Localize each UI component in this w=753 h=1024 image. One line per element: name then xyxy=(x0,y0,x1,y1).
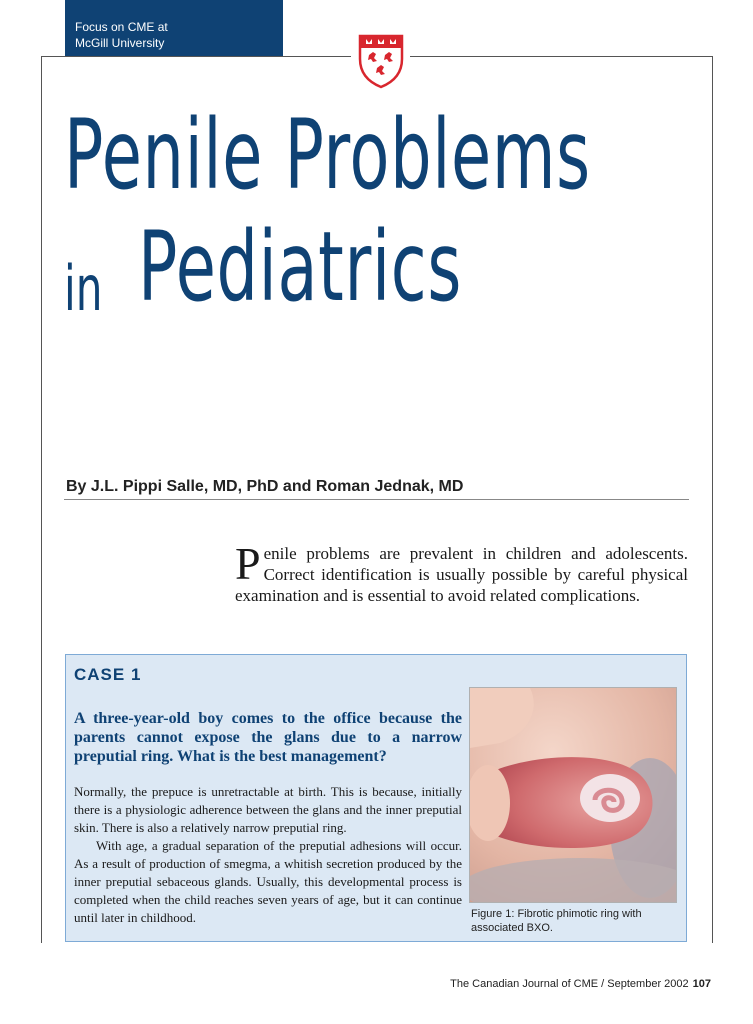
article-title-line-2 xyxy=(64,212,615,344)
intro-paragraph xyxy=(235,538,688,606)
case-title: CASE 1 xyxy=(74,665,142,684)
frame-rule-top-right xyxy=(410,56,713,57)
article-title-in: in xyxy=(64,252,103,325)
figure-caption: Figure 1: Fibrotic phimotic ring with associated BXO. xyxy=(471,908,642,934)
article-title-line-1: Penile Problems xyxy=(64,99,591,211)
frame-rule-left xyxy=(41,56,42,943)
clinical-photo xyxy=(470,688,676,902)
journal-info: The Canadian Journal of CME / September 2002 xyxy=(450,978,689,990)
case-body xyxy=(74,783,462,927)
series-tab xyxy=(65,0,283,56)
series-line-2: McGill University xyxy=(75,36,165,50)
frame-rule-top-left xyxy=(41,56,351,57)
case-box xyxy=(65,654,687,942)
byline: By J.L. Pippi Salle, MD, PhD and Roman Jednak, MD xyxy=(66,478,464,495)
page-number: 107 xyxy=(692,978,711,990)
case-paragraph-1: Normally, the prepuce is unretractable at birth. This is because, initially there is a physiologic adherence between the glans and the inner preputial skin. There is also a relatively narrow preputial ring. xyxy=(74,784,462,835)
intro-text: enile problems are prevalent in children and adolescents. Correct identification is usually possible by careful physical examination and is essential to avoid related complications. xyxy=(235,544,688,605)
case-question: A three-year-old boy comes to the office because the parents cannot expose the glans due to a narrow preputial ring. What is the best management? xyxy=(74,710,462,765)
mcgill-crest-icon xyxy=(357,33,405,89)
byline-rule xyxy=(64,499,689,500)
article-title-pediatrics: Pediatrics xyxy=(138,211,463,323)
drop-cap: P xyxy=(235,538,261,589)
figure-1-photo xyxy=(469,687,677,903)
page-footer xyxy=(450,978,711,990)
case-paragraph-2: With age, a gradual separation of the preputial adhesions will occur. As a result of production of smegma, a whitish secretion produced by the inner preputial sebaceous glands. Usually, this developmental process is completed when the child reaches seven years of age, but it can continue until later in childhood. xyxy=(74,838,462,925)
frame-rule-right xyxy=(712,56,713,943)
series-line-1: Focus on CME at xyxy=(75,20,168,34)
